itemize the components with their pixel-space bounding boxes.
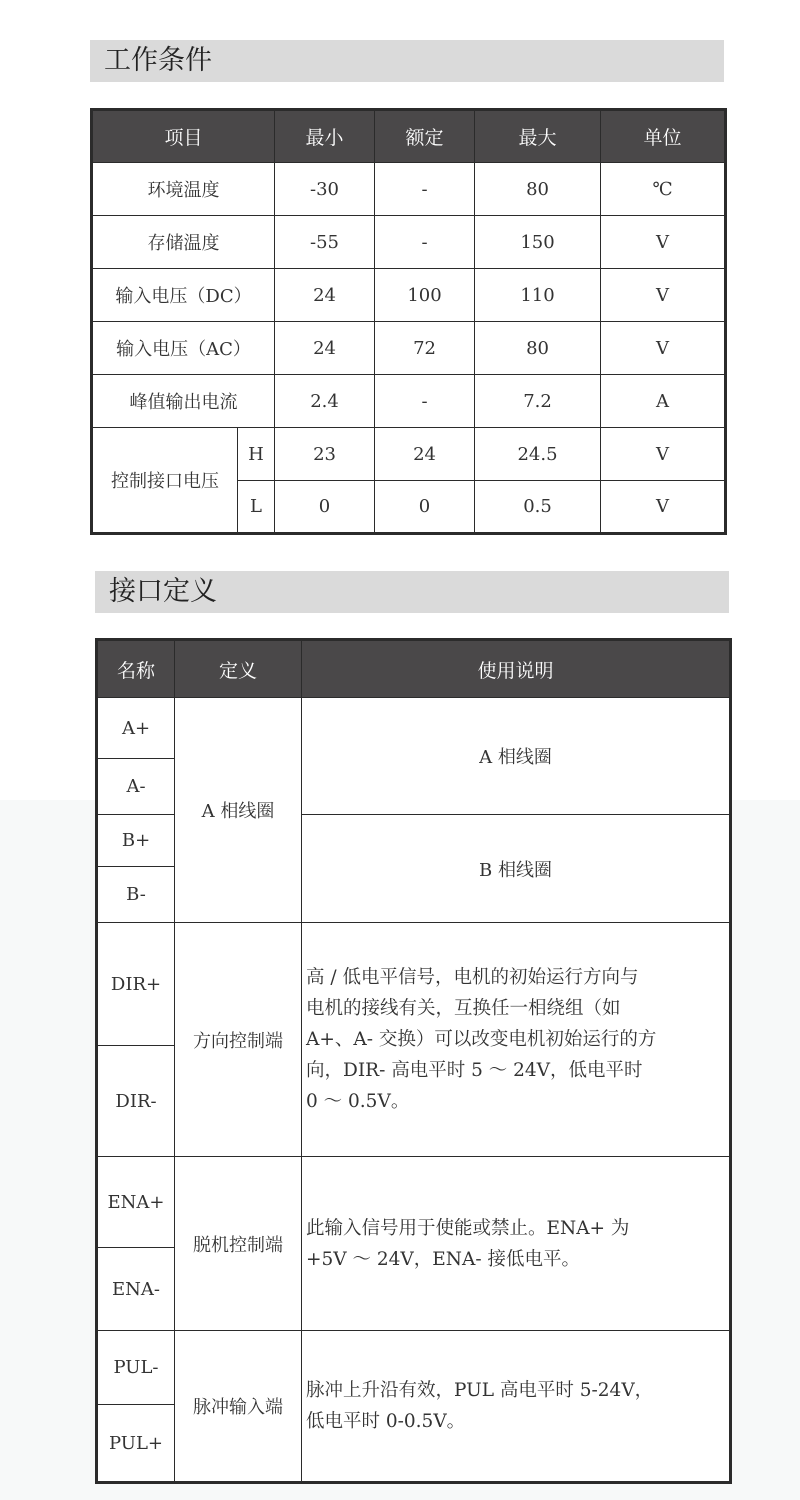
cell-unit: V xyxy=(601,481,726,534)
cell-min: 23 xyxy=(275,428,375,481)
cell-max: 80 xyxy=(475,322,601,375)
cell-max: 110 xyxy=(475,269,601,322)
section-title-conditions: 工作条件 xyxy=(90,40,724,82)
cell-rated: - xyxy=(375,216,475,269)
cell-min: 24 xyxy=(275,269,375,322)
cell-unit: V xyxy=(601,216,726,269)
desc-line: 此输入信号用于使能或禁止。ENA+ 为 xyxy=(306,1217,630,1239)
cell-max: 24.5 xyxy=(475,428,601,481)
cell-min: 2.4 xyxy=(275,375,375,428)
cell-rated: 100 xyxy=(375,269,475,322)
cell-name: ENA+ xyxy=(97,1157,175,1248)
cell-max: 80 xyxy=(475,163,601,216)
cell-rated: 0 xyxy=(375,481,475,534)
cell-item: 环境温度 xyxy=(92,163,275,216)
table-row xyxy=(92,163,726,216)
table-row xyxy=(92,428,726,481)
header-min: 最小 xyxy=(275,110,375,163)
cell-unit: V xyxy=(601,269,726,322)
header-unit: 单位 xyxy=(601,110,726,163)
cell-min: 24 xyxy=(275,322,375,375)
cell-definition: 脱机控制端 xyxy=(175,1157,302,1331)
table-row xyxy=(92,322,726,375)
cell-unit: ℃ xyxy=(601,163,726,216)
cell-max: 0.5 xyxy=(475,481,601,534)
cell-name: DIR- xyxy=(97,1046,175,1157)
table-row xyxy=(97,1157,731,1248)
cell-definition: 脉冲输入端 xyxy=(175,1331,302,1483)
table-header-row xyxy=(92,110,726,163)
section-title-interface: 接口定义 xyxy=(95,571,729,613)
cell-min: -55 xyxy=(275,216,375,269)
cell-unit: V xyxy=(601,322,726,375)
cell-description xyxy=(302,1331,731,1483)
desc-line: +5V ～ 24V，ENA- 接低电平。 xyxy=(306,1248,580,1270)
cell-item: 峰值输出电流 xyxy=(92,375,275,428)
header-item: 项目 xyxy=(92,110,275,163)
cell-rated: 24 xyxy=(375,428,475,481)
header-max: 最大 xyxy=(475,110,601,163)
conditions-table xyxy=(90,108,727,535)
cell-definition: A 相线圈 xyxy=(175,698,302,923)
cell-description xyxy=(302,923,731,1157)
table-row xyxy=(92,216,726,269)
cell-rated: 72 xyxy=(375,322,475,375)
cell-name: PUL- xyxy=(97,1331,175,1405)
table-row xyxy=(92,269,726,322)
cell-definition: 方向控制端 xyxy=(175,923,302,1157)
table-header-row xyxy=(97,640,731,698)
cell-description: A 相线圈 xyxy=(302,698,731,815)
header-name: 名称 xyxy=(97,640,175,698)
cell-sub-l: L xyxy=(238,481,275,534)
cell-name: PUL+ xyxy=(97,1405,175,1483)
desc-line: 向，DIR- 高电平时 5 ～ 24V，低电平时 xyxy=(306,1060,643,1081)
cell-item: 输入电压（AC） xyxy=(92,322,275,375)
cell-description: B 相线圈 xyxy=(302,815,731,923)
cell-sub-h: H xyxy=(238,428,275,481)
cell-max: 7.2 xyxy=(475,375,601,428)
desc-line: 电机的接线有关，互换任一相绕组（如 xyxy=(306,998,621,1019)
table-row xyxy=(97,698,731,759)
cell-item: 输入电压（DC） xyxy=(92,269,275,322)
cell-name: ENA- xyxy=(97,1248,175,1331)
interface-table xyxy=(95,638,732,1484)
cell-rated: - xyxy=(375,375,475,428)
header-definition: 定义 xyxy=(175,640,302,698)
table-row xyxy=(92,375,726,428)
cell-rated: - xyxy=(375,163,475,216)
cell-name: DIR+ xyxy=(97,923,175,1046)
header-rated: 额定 xyxy=(375,110,475,163)
cell-description xyxy=(302,1157,731,1331)
cell-name: B+ xyxy=(97,815,175,867)
cell-item: 存储温度 xyxy=(92,216,275,269)
header-description: 使用说明 xyxy=(302,640,731,698)
cell-name: A- xyxy=(97,759,175,815)
cell-min: 0 xyxy=(275,481,375,534)
table-row xyxy=(97,923,731,1046)
desc-line: 0 ～ 0.5V。 xyxy=(306,1091,410,1112)
desc-line: 脉冲上升沿有效，PUL 高电平时 5-24V， xyxy=(306,1380,654,1401)
cell-min: -30 xyxy=(275,163,375,216)
cell-unit: A xyxy=(601,375,726,428)
cell-max: 150 xyxy=(475,216,601,269)
desc-line: 低电平时 0-0.5V。 xyxy=(306,1411,466,1432)
desc-line: 高 / 低电平信号，电机的初始运行方向与 xyxy=(306,967,639,988)
cell-name: B- xyxy=(97,867,175,923)
table-row xyxy=(97,1331,731,1405)
cell-item-control: 控制接口电压 xyxy=(92,428,238,534)
cell-name: A+ xyxy=(97,698,175,759)
desc-line: A+、A- 交换）可以改变电机初始运行的方 xyxy=(306,1029,657,1050)
cell-unit: V xyxy=(601,428,726,481)
